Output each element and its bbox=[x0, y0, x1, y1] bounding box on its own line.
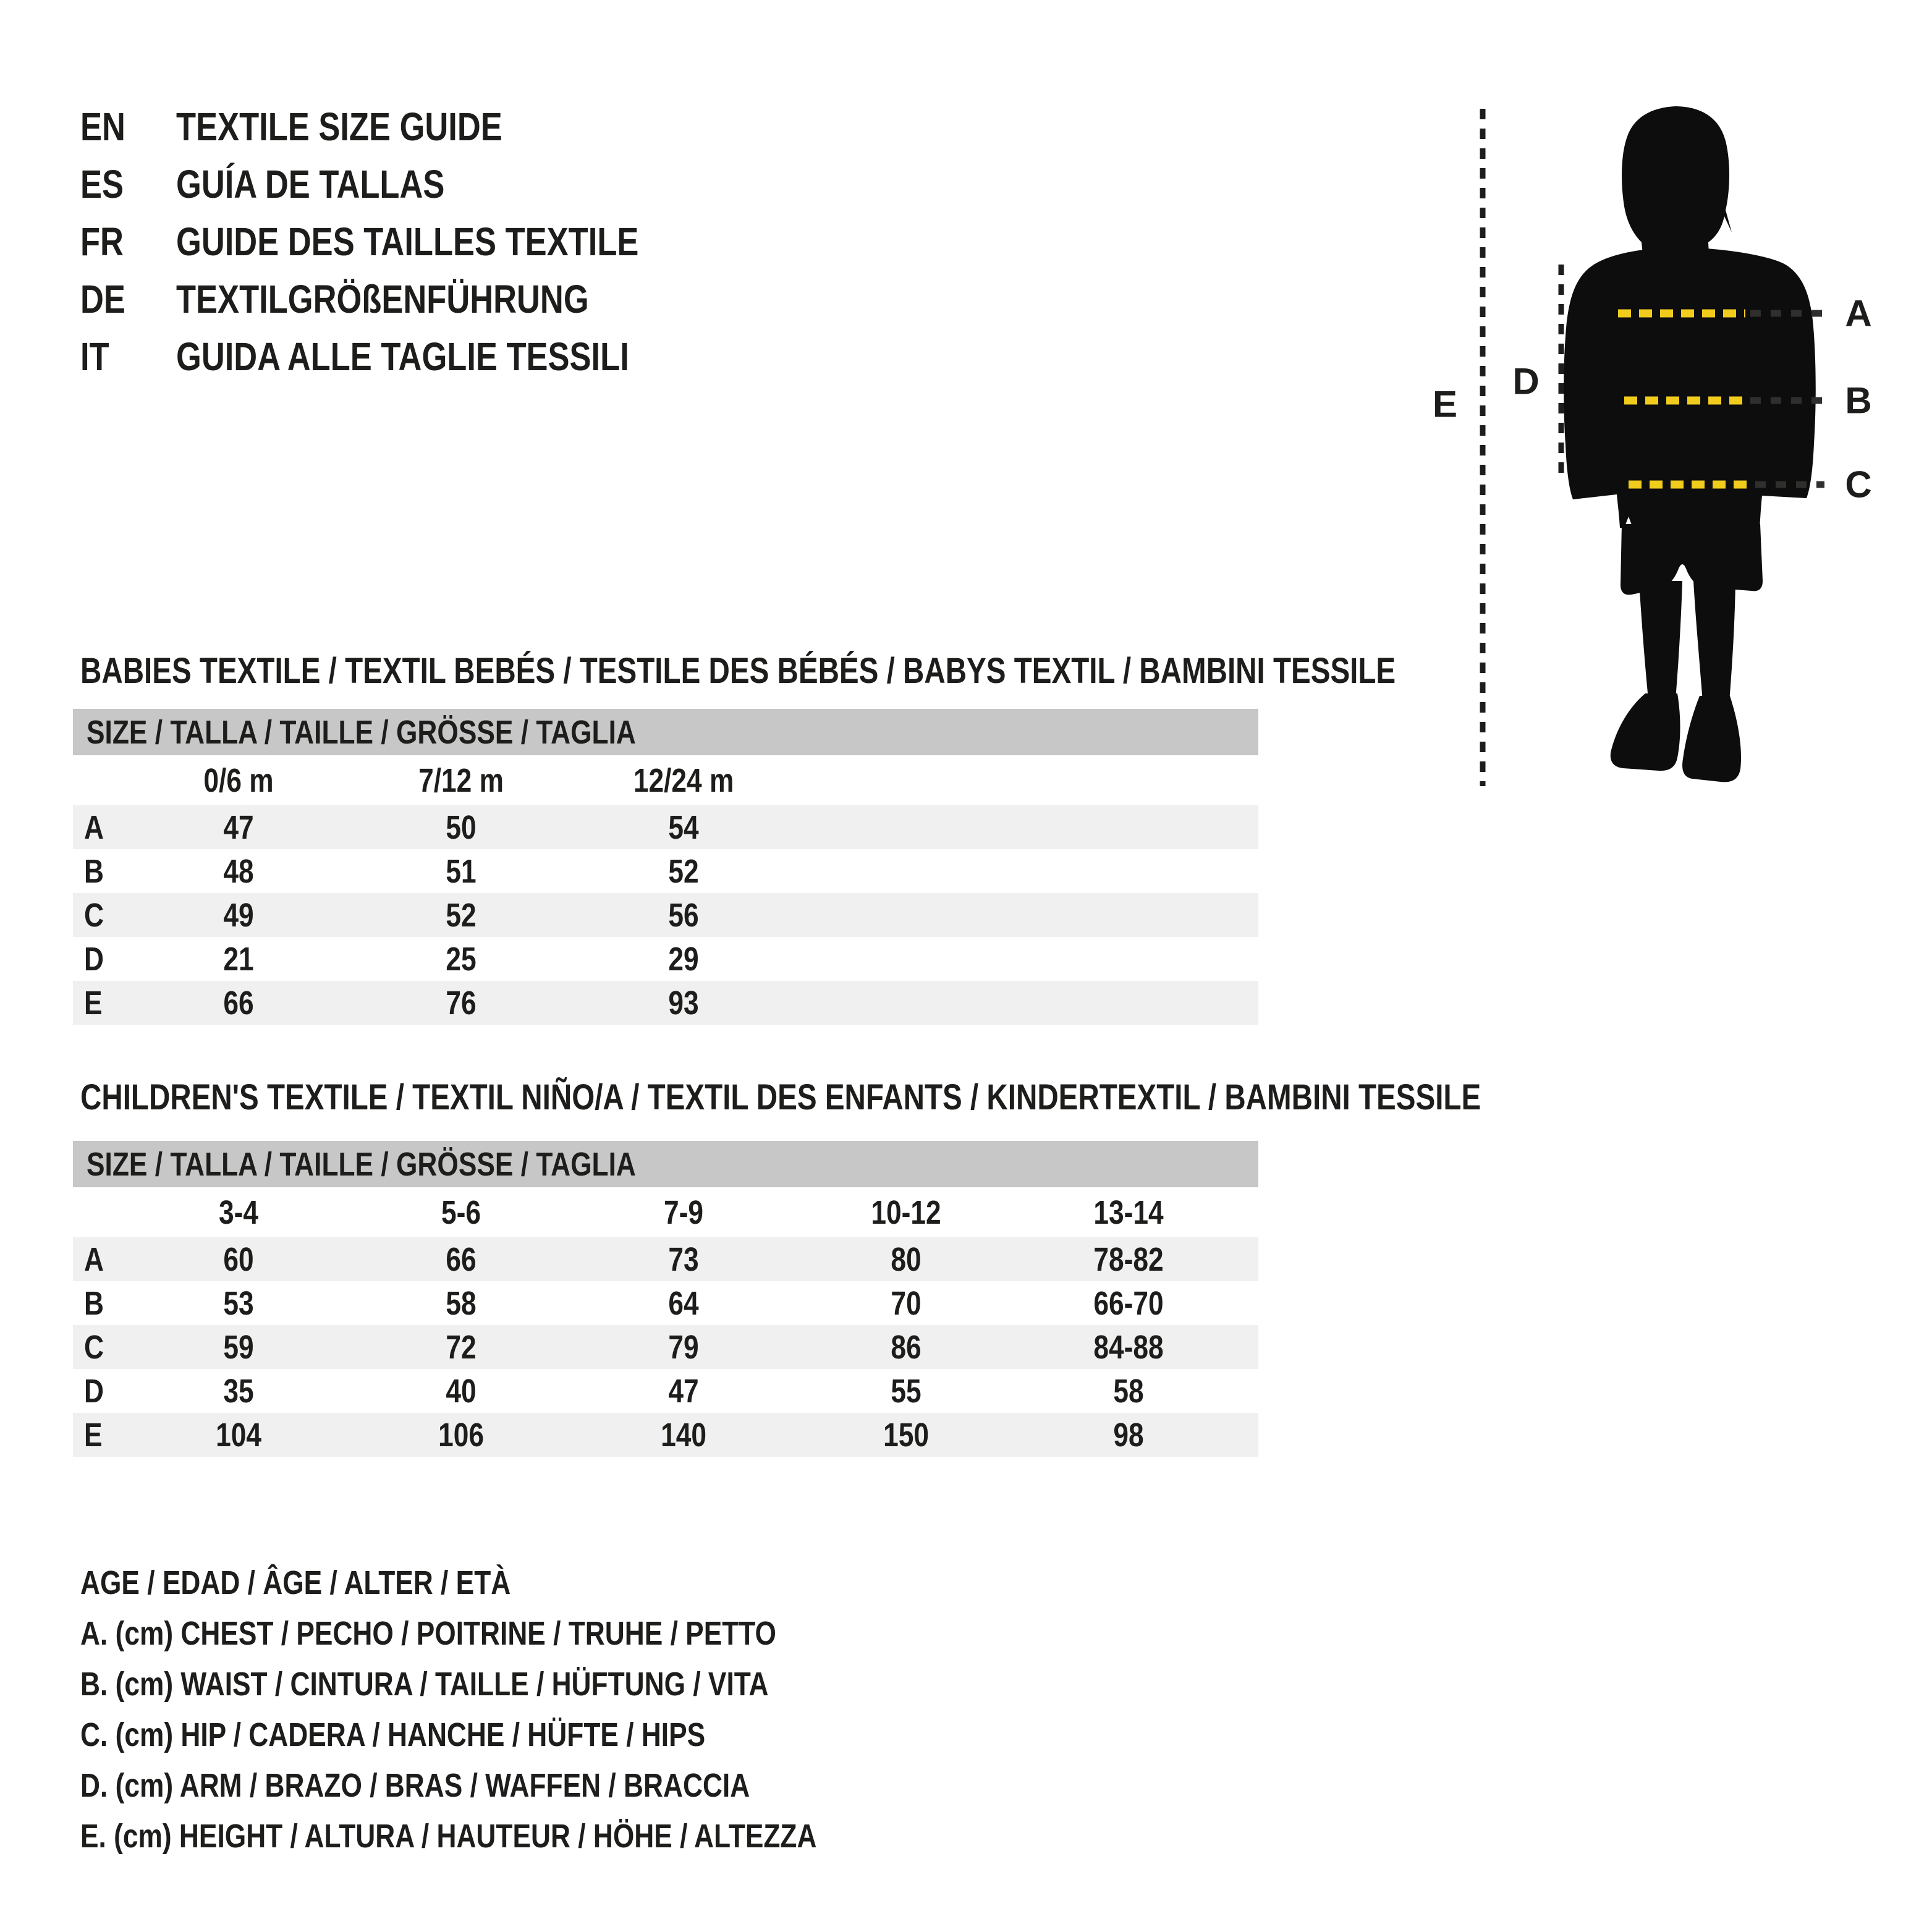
row-label: D bbox=[84, 1372, 104, 1410]
column-header: 3-4 bbox=[218, 1193, 258, 1231]
babies-size-table bbox=[73, 709, 1258, 1025]
table-cell: 84-88 bbox=[1093, 1328, 1164, 1366]
row-label: D bbox=[84, 940, 104, 978]
table-cell: 52 bbox=[668, 852, 699, 890]
table-cell: 66 bbox=[223, 984, 254, 1022]
figure-label-a: A bbox=[1845, 292, 1872, 334]
table-cell: 48 bbox=[223, 852, 254, 890]
silhouette-left-shoe bbox=[1611, 693, 1680, 771]
table-row bbox=[73, 937, 1258, 981]
table-cell: 70 bbox=[891, 1284, 922, 1322]
babies-size-header-band: SIZE / TALLA / TAILLE / GRÖSSE / TAGLIA bbox=[73, 709, 1258, 755]
row-label: C bbox=[84, 896, 104, 934]
silhouette-right-shoe bbox=[1682, 696, 1741, 782]
children-size-header-band: SIZE / TALLA / TAILLE / GRÖSSE / TAGLIA bbox=[73, 1141, 1258, 1187]
table-cell: 54 bbox=[668, 808, 699, 846]
language-title: GUIDA ALLE TAGLIE TESSILI bbox=[176, 334, 629, 379]
figure-label-e: E bbox=[1432, 383, 1458, 425]
language-title: GUÍA DE TALLAS bbox=[176, 161, 445, 206]
figure-label-c: C bbox=[1845, 464, 1872, 506]
column-header: 12/24 m bbox=[633, 761, 734, 799]
table-cell: 64 bbox=[668, 1284, 699, 1322]
table-cell: 52 bbox=[446, 896, 477, 934]
language-code: EN bbox=[80, 104, 125, 149]
table-cell: 66 bbox=[446, 1240, 477, 1278]
language-row-fr bbox=[80, 213, 740, 270]
table-cell: 49 bbox=[223, 896, 254, 934]
legend-line-hip: C. (cm) HIP / CADERA / HANCHE / HÜFTE / HIPS bbox=[80, 1716, 706, 1753]
table-cell: 72 bbox=[446, 1328, 477, 1366]
column-header: 5-6 bbox=[441, 1193, 481, 1231]
legend-line-chest: A. (cm) CHEST / PECHO / POITRINE / TRUHE / PETTO bbox=[80, 1615, 776, 1652]
table-cell: 104 bbox=[216, 1416, 261, 1454]
table-row bbox=[73, 1281, 1258, 1325]
language-title: GUIDE DES TAILLES TEXTILE bbox=[176, 219, 639, 264]
row-label: B bbox=[84, 852, 104, 890]
table-cell: 150 bbox=[883, 1416, 929, 1454]
table-cell: 51 bbox=[446, 852, 477, 890]
language-code: FR bbox=[80, 219, 124, 264]
children-size-table bbox=[73, 1141, 1258, 1457]
table-cell: 80 bbox=[891, 1240, 922, 1278]
column-header: 0/6 m bbox=[203, 761, 274, 799]
table-cell: 40 bbox=[446, 1372, 477, 1410]
table-row bbox=[73, 1413, 1258, 1457]
row-label: C bbox=[84, 1328, 104, 1366]
column-header: 7-9 bbox=[663, 1193, 703, 1231]
measurement-legend bbox=[80, 1557, 978, 1862]
silhouette-head bbox=[1622, 106, 1732, 266]
row-label: A bbox=[84, 808, 104, 846]
table-cell: 58 bbox=[1113, 1372, 1144, 1410]
table-row bbox=[73, 1237, 1258, 1281]
table-cell: 58 bbox=[446, 1284, 477, 1322]
legend-line-arm: D. (cm) ARM / BRAZO / BRAS / WAFFEN / BRACCIA bbox=[80, 1767, 750, 1804]
babies-column-header-row bbox=[73, 755, 1258, 805]
table-cell: 78-82 bbox=[1093, 1240, 1164, 1278]
row-label: E bbox=[84, 984, 103, 1022]
table-cell: 29 bbox=[668, 940, 699, 978]
table-row bbox=[73, 1369, 1258, 1413]
legend-line-height: E. (cm) HEIGHT / ALTURA / HAUTEUR / HÖHE / ALTEZZA bbox=[80, 1818, 817, 1855]
babies-table-rows bbox=[73, 805, 1258, 1025]
table-cell: 140 bbox=[661, 1416, 706, 1454]
language-row-de bbox=[80, 270, 740, 328]
table-cell: 66-70 bbox=[1093, 1284, 1164, 1322]
row-label: E bbox=[84, 1416, 103, 1454]
table-cell: 98 bbox=[1113, 1416, 1144, 1454]
row-label: A bbox=[84, 1240, 104, 1278]
table-cell: 59 bbox=[223, 1328, 254, 1366]
table-cell: 86 bbox=[891, 1328, 922, 1366]
language-code: ES bbox=[80, 161, 124, 206]
measurement-figure bbox=[1391, 62, 1932, 841]
silhouette-right-leg bbox=[1693, 581, 1735, 702]
language-title: TEXTILGRÖßENFÜHRUNG bbox=[176, 276, 589, 321]
table-cell: 79 bbox=[668, 1328, 699, 1366]
table-cell: 53 bbox=[223, 1284, 254, 1322]
table-cell: 73 bbox=[668, 1240, 699, 1278]
figure-label-d: D bbox=[1512, 360, 1540, 402]
children-table-rows bbox=[73, 1237, 1258, 1457]
figure-label-b: B bbox=[1845, 379, 1872, 422]
babies-section-heading: BABIES TEXTILE / TEXTIL BEBÉS / TESTILE DES BÉBÉS / BABYS TEXTIL / BAMBINI TESSILE bbox=[80, 651, 1396, 691]
language-code: IT bbox=[80, 334, 109, 379]
language-list bbox=[80, 98, 740, 385]
table-cell: 35 bbox=[223, 1372, 254, 1410]
table-row bbox=[73, 849, 1258, 893]
legend-line-age: AGE / EDAD / ÂGE / ALTER / ETÀ bbox=[80, 1564, 511, 1601]
table-cell: 21 bbox=[223, 940, 254, 978]
children-column-header-row bbox=[73, 1187, 1258, 1237]
children-section-heading: CHILDREN'S TEXTILE / TEXTIL NIÑO/A / TEXTIL DES ENFANTS / KINDERTEXTIL / BAMBINI TESSILE bbox=[80, 1077, 1481, 1117]
legend-line-waist: B. (cm) WAIST / CINTURA / TAILLE / HÜFTUNG / VITA bbox=[80, 1666, 769, 1703]
table-cell: 50 bbox=[446, 808, 477, 846]
table-cell: 60 bbox=[223, 1240, 254, 1278]
table-row bbox=[73, 981, 1258, 1025]
column-header: 7/12 m bbox=[418, 761, 504, 799]
language-row-en bbox=[80, 98, 740, 155]
child-silhouette-diagram bbox=[1391, 62, 1932, 841]
language-code: DE bbox=[80, 276, 125, 321]
row-label: B bbox=[84, 1284, 104, 1322]
table-row bbox=[73, 805, 1258, 849]
table-row bbox=[73, 893, 1258, 937]
language-row-es bbox=[80, 155, 740, 213]
language-row-it bbox=[80, 328, 740, 385]
column-header: 13-14 bbox=[1093, 1193, 1164, 1231]
table-cell: 25 bbox=[446, 940, 477, 978]
table-cell: 56 bbox=[668, 896, 699, 934]
table-cell: 47 bbox=[668, 1372, 699, 1410]
table-cell: 47 bbox=[223, 808, 254, 846]
table-cell: 93 bbox=[668, 984, 699, 1022]
language-title: TEXTILE SIZE GUIDE bbox=[176, 104, 502, 149]
column-header: 10-12 bbox=[871, 1193, 941, 1231]
table-cell: 55 bbox=[891, 1372, 922, 1410]
table-row bbox=[73, 1325, 1258, 1369]
table-cell: 106 bbox=[438, 1416, 484, 1454]
table-cell: 76 bbox=[446, 984, 477, 1022]
